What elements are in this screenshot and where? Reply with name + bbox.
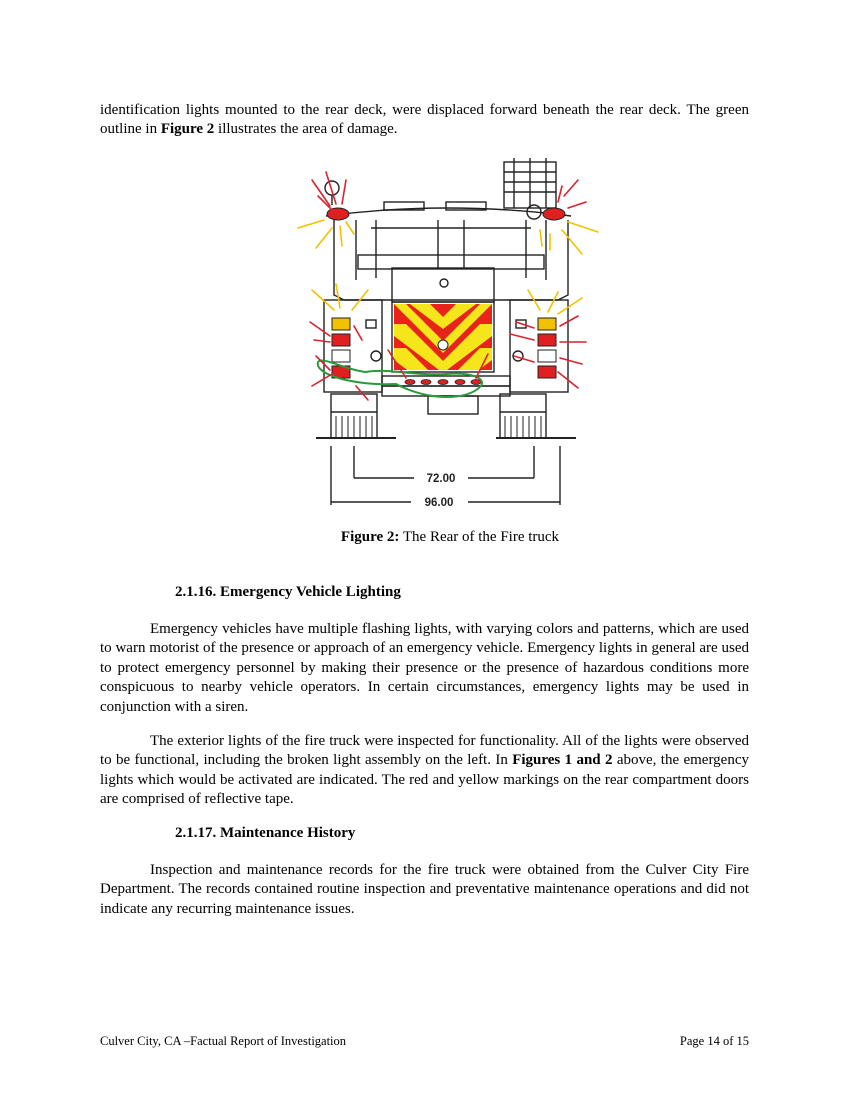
- fire-truck-rear-figure: [296, 150, 606, 515]
- section-heading-lighting: 2.1.16. Emergency Vehicle Lighting: [175, 584, 401, 600]
- section-heading-maintenance: 2.1.17. Maintenance History: [175, 825, 356, 841]
- maintenance-paragraph: Inspection and maintenance records for the fire truck were obtained from the Culver City Fire Department. The records contained routine inspection and preventative maintenance operations and did not indicate any recurring maintenance issues.: [100, 862, 749, 917]
- dimension-inner-label: 72.00: [426, 473, 456, 485]
- figure-caption: [100, 528, 800, 547]
- lighting-paragraph-2: [100, 732, 749, 810]
- footer-report-title: Culver City, CA –Factual Report of Investigation: [100, 1034, 347, 1048]
- intro-text-b: illustrates the area of damage.: [214, 121, 398, 138]
- fire-truck-rear-drawing: [296, 150, 606, 515]
- intro-text-a: identification lights mounted to the rear deck, were displaced forward beneath the rear deck. The green outline in: [100, 102, 749, 138]
- intro-figure-ref: Figure 2: [160, 121, 215, 138]
- dimension-outer-label: 96.00: [424, 497, 454, 509]
- caption-label: Figure 2:: [340, 529, 400, 545]
- lighting-p2-text-b: above, the emergency lights which would be activated are indicated. The red and yellow markings on the rear compartment doors are comprised of reflective tape.: [100, 752, 749, 808]
- lighting-p2-text-a: The exterior lights of the fire truck were inspected for functionality. All of the lights were observed to be functional, including the broken light assembly on the left. In: [100, 733, 749, 769]
- footer-page-number: Page 14 of 15: [679, 1034, 749, 1048]
- lighting-paragraph-1: Emergency vehicles have multiple flashing lights, with varying colors and patterns, which are used to warn motorist of the presence or approach of an emergency vehicle. Emergency lights in general are used to protect emergency personnel by making their presence or the presence of hazardous conditions more conspicuous to nearby vehicle operators. In certain circumstances, emergency lights may be used in conjunction with a siren.: [100, 621, 749, 715]
- caption-text: The Rear of the Fire truck: [399, 529, 560, 545]
- intro-paragraph: [100, 101, 749, 140]
- lighting-p2-figure-ref: Figures 1 and 2: [512, 752, 613, 769]
